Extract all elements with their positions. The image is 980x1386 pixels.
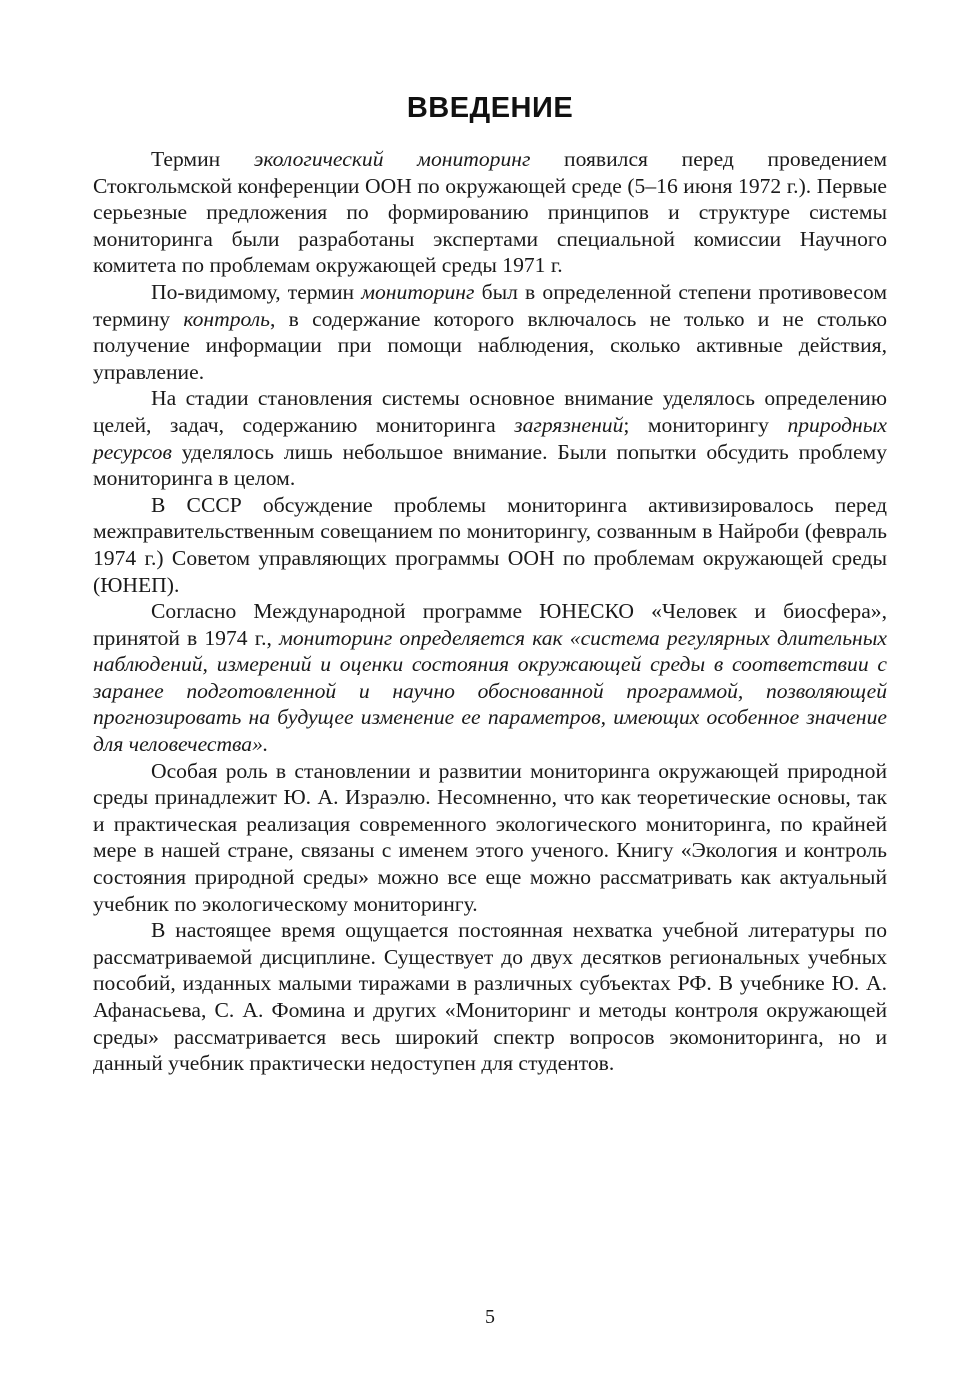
- paragraph: [93, 598, 887, 758]
- emphasis-text: природных ресурсов: [93, 412, 887, 464]
- emphasis-text: контроль: [183, 306, 270, 331]
- text-span: уделялось лишь небольшое внимание. Были попытки обсудить проблему мониторинга в целом.: [93, 439, 887, 491]
- emphasis-text: мониторинг определяется как «система регулярных длительных наблюдений, измерений и оценки состояния окружающей среды в соответствии с заранее подготовленной и научно обоснованной программой, позволяющей прогнозировать на будущее изменение ее параметров, имеющих особенное значение для человечества».: [93, 625, 887, 757]
- emphasis-text: экологический мониторинг: [253, 147, 531, 171]
- paragraph: [93, 758, 887, 918]
- text-span: В настоящее время ощущается постоянная нехватка учебной литературы по рассматриваемой дисциплине. Существует до двух десятков региональных учебных пособий, изданных малыми тиражами в различных субъектах РФ. В учебнике Ю. А. Афанасьева, С. А. Фомина и других «Мониторинг и методы контроля окружающей среды» рассматривается весь широкий спектр вопросов экомониторинга, но и данный учебник практически недоступен для студентов.: [93, 918, 887, 1076]
- text-span: В СССР обсуждение проблемы мониторинга активизировалось перед межправительственным совещанием по мониторингу, созванным в Найроби (февраль 1974 г.) Советом управляющих программы ООН по проблемам окружающей среды (ЮНЕП).: [93, 492, 887, 597]
- text-span: ; мониторингу: [623, 412, 788, 437]
- text-span: появился перед проведением Стокгольмской конференции ООН по окружающей среде (5–16 июня 1972 г.). Первые серьезные предложения по формированию принципов и структуре системы мониторинга были разработаны экспертами специальной комиссии Научного комитета по проблемам окружающей среды 1971 г.: [93, 147, 887, 278]
- emphasis-text: мониторинг: [361, 279, 475, 304]
- emphasis-text: загрязнений: [514, 412, 624, 437]
- paragraph: [93, 492, 887, 598]
- paragraph: [93, 385, 887, 491]
- text-span: На стадии становления системы основное внимание уделялось определению целей, задач, содержанию мониторинга: [93, 386, 887, 437]
- body-text: [93, 146, 887, 1077]
- text-span: Термин: [151, 147, 254, 171]
- text-span: Согласно Международной программе ЮНЕСКО «Человек и биосфера», принятой в 1974 г.,: [93, 599, 887, 650]
- text-span: По-видимому, термин: [151, 279, 362, 304]
- page-title: ВВЕДЕНИЕ: [406, 92, 574, 124]
- page-number: 5: [485, 1306, 495, 1328]
- paragraph: [93, 279, 887, 385]
- paragraph: [93, 917, 887, 1077]
- text-span: Особая роль в становлении и развитии мониторинга окружающей природной среды принадлежит Ю. А. Израэлю. Несомненно, что как теоретические основы, так и практическая реализация современного экологического мониторинга, по крайней мере в нашей стране, связаны с именем этого ученого. Книгу «Экология и контроль состояния природной среды» можно все еще можно рассматривать как актуальный учебник по экологическому мониторингу.: [93, 758, 887, 916]
- text-span: , в содержание которого включалось не только и не столько получение информации при помощи наблюдения, сколько активные действия, управление.: [93, 306, 887, 384]
- paragraph: [93, 146, 887, 279]
- text-span: был в определенной степени противовесом термину: [93, 279, 887, 331]
